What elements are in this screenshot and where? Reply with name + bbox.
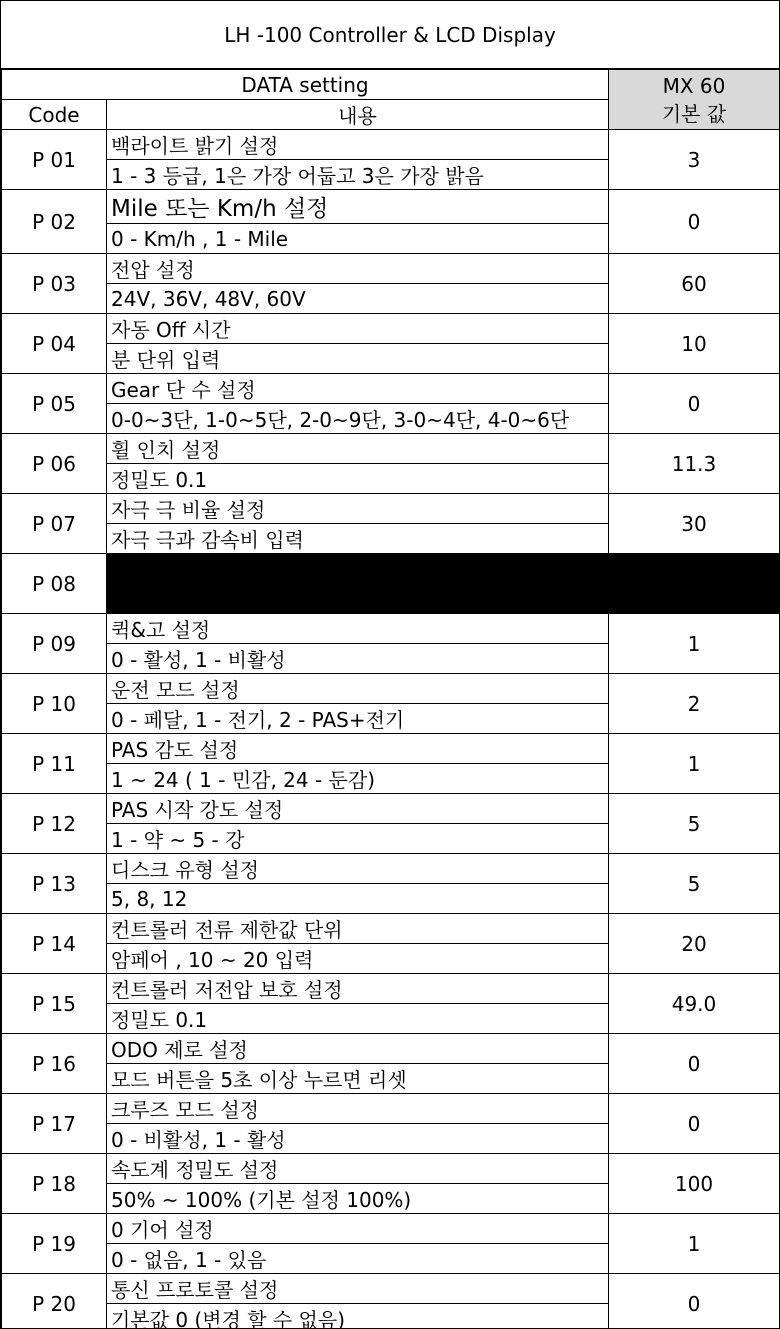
setting-detail: 1 - 약 ~ 5 - 강 [107,824,609,854]
setting-name: 백라이트 밝기 설정 [107,130,609,160]
setting-detail: 암페어 , 10 ~ 20 입력 [107,944,609,974]
default-value: 1 [609,734,780,794]
setting-code: P 19 [2,1214,107,1274]
content-header: 내용 [107,100,609,130]
setting-name: 크루즈 모드 설정 [107,1094,609,1124]
default-value: 0 [609,374,780,434]
setting-code: P 01 [2,130,107,190]
model-default-header [609,70,780,130]
setting-code: P 02 [2,190,107,254]
setting-detail: 50% ~ 100% (기본 설정 100%) [107,1184,609,1214]
settings-table [1,69,780,1329]
setting-detail: 분 단위 입력 [107,344,609,374]
setting-detail: 기본값 0 (변경 할 수 없음) [107,1304,609,1329]
table-row [2,1034,780,1064]
default-value: 5 [609,854,780,914]
setting-name: PAS 시작 강도 설정 [107,794,609,824]
model-name: MX 60 [662,73,726,98]
default-value: 0 [609,1034,780,1094]
setting-name: 컨트롤러 저전압 보호 설정 [107,974,609,1004]
setting-name: Mile 또는 Km/h 설정 [107,190,609,224]
setting-name: ODO 제로 설정 [107,1034,609,1064]
setting-detail: 0-0~3단, 1-0~5단, 2-0~9단, 3-0~4단, 4-0~6단 [107,404,609,434]
default-value: 1 [609,614,780,674]
default-value: 0 [609,1094,780,1154]
table-row [2,1154,780,1184]
table-row [2,734,780,764]
code-header: Code [2,100,107,130]
setting-detail: 1 - 3 등급, 1은 가장 어둡고 3은 가장 밝음 [107,160,609,190]
default-value: 2 [609,674,780,734]
setting-detail: 1 ~ 24 ( 1 - 민감, 24 - 둔감) [107,764,609,794]
setting-code: P 06 [2,434,107,494]
default-value: 20 [609,914,780,974]
data-setting-header: DATA setting [2,70,609,100]
default-value: 11.3 [609,434,780,494]
table-row [2,374,780,404]
page-title: LH -100 Controller & LCD Display [1,1,779,69]
default-value: 10 [609,314,780,374]
default-value: 0 [609,1274,780,1329]
setting-name: 속도계 정밀도 설정 [107,1154,609,1184]
default-value: 30 [609,494,780,554]
setting-code: P 14 [2,914,107,974]
setting-code: P 13 [2,854,107,914]
setting-detail: 모드 버튼을 5초 이상 누르면 리셋 [107,1064,609,1094]
default-value: 60 [609,254,780,314]
setting-detail: 정밀도 0.1 [107,1004,609,1034]
setting-name: Gear 단 수 설정 [107,374,609,404]
setting-name: 퀵&고 설정 [107,614,609,644]
setting-detail: 자극 극과 감속비 입력 [107,524,609,554]
setting-code: P 10 [2,674,107,734]
default-value-label: 기본 값 [661,101,727,126]
setting-name: 자동 Off 시간 [107,314,609,344]
table-row [2,1214,780,1244]
setting-code: P 08 [2,554,107,614]
table-row [2,1094,780,1124]
default-value: 100 [609,1154,780,1214]
setting-detail: 0 - 페달, 1 - 전기, 2 - PAS+전기 [107,704,609,734]
table-row [2,674,780,704]
redacted-block [107,554,780,614]
table-row [2,974,780,1004]
setting-name: 전압 설정 [107,254,609,284]
table-row [2,494,780,524]
table-row [2,1274,780,1304]
default-value: 49.0 [609,974,780,1034]
table-row [2,434,780,464]
setting-code: P 04 [2,314,107,374]
table-row [2,614,780,644]
table-row [2,854,780,884]
default-value: 1 [609,1214,780,1274]
setting-code: P 15 [2,974,107,1034]
table-row [2,554,780,584]
setting-detail: 0 - 없음, 1 - 있음 [107,1244,609,1274]
default-value: 3 [609,130,780,190]
setting-detail: 5, 8, 12 [107,884,609,914]
setting-detail: 정밀도 0.1 [107,464,609,494]
setting-name: PAS 감도 설정 [107,734,609,764]
setting-code: P 11 [2,734,107,794]
default-value: 5 [609,794,780,854]
setting-detail: 0 - 활성, 1 - 비활성 [107,644,609,674]
setting-code: P 05 [2,374,107,434]
setting-code: P 17 [2,1094,107,1154]
setting-name: 자극 극 비율 설정 [107,494,609,524]
setting-code: P 16 [2,1034,107,1094]
setting-code: P 09 [2,614,107,674]
setting-name: 컨트롤러 전류 제한값 단위 [107,914,609,944]
table-row [2,794,780,824]
table-row [2,254,780,284]
setting-detail: 0 - 비활성, 1 - 활성 [107,1124,609,1154]
table-row [2,190,780,224]
setting-name: 디스크 유형 설정 [107,854,609,884]
default-value: 0 [609,190,780,254]
table-row [2,314,780,344]
setting-name: 통신 프로토콜 설정 [107,1274,609,1304]
setting-code: P 07 [2,494,107,554]
table-row [2,130,780,160]
setting-detail: 24V, 36V, 48V, 60V [107,284,609,314]
table-row [2,914,780,944]
setting-code: P 03 [2,254,107,314]
setting-name: 운전 모드 설정 [107,674,609,704]
setting-code: P 20 [2,1274,107,1329]
setting-name: 0 기어 설정 [107,1214,609,1244]
setting-code: P 18 [2,1154,107,1214]
setting-code: P 12 [2,794,107,854]
setting-name: 휠 인치 설정 [107,434,609,464]
setting-detail: 0 - Km/h , 1 - Mile [107,224,609,254]
